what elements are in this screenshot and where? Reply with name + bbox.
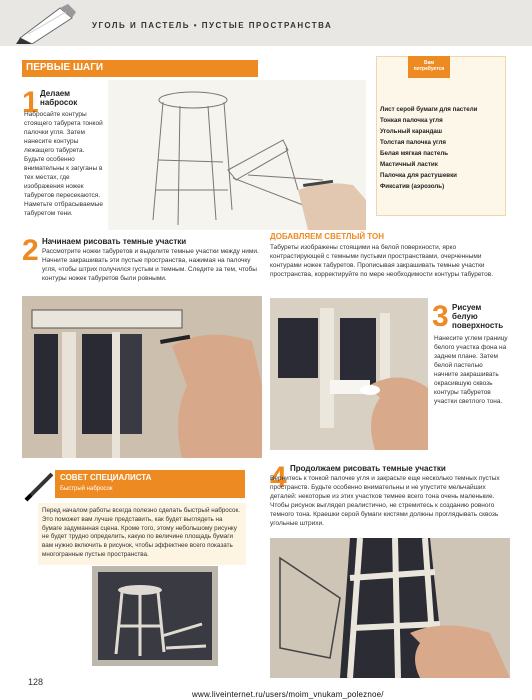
- step2-sketch: [22, 296, 262, 458]
- materials-item: Тонкая палочка угля: [380, 117, 443, 124]
- step2-number: 2: [22, 234, 39, 267]
- materials-item: Палочка для растушевки: [380, 172, 457, 179]
- light-tone-text: Табуреты изображены стоящими на белой поверхности, ярко контрастирующей с темными пустыми пространствами, очерченными контурами ножек табуретов. Прописывая закрашивать темные участки пространства, корректируйте по мере необходимости контуры табуретов.: [270, 244, 493, 278]
- page-number: 128: [28, 677, 44, 687]
- tip-sketch: [92, 566, 218, 666]
- materials-tab: [408, 56, 450, 78]
- step1-title: Делаем набросок: [40, 89, 78, 107]
- step3-number: 3: [432, 300, 449, 333]
- pencil-icon: [14, 4, 80, 44]
- stool-sketch-3: [270, 298, 428, 450]
- tip-text: Перед началом работы всегда полезно сделать быстрый набросок. Это поможет вам лучше представить, как будет выглядеть на бумаге задуманная сцена. Кроме того, этому небольшому рисунку не будет трудно определить, какую по величине площадь бумаги вам нужно включить в рисунок, чтобы эффектнее всего показать многогранные пустые пространства.: [42, 507, 241, 558]
- materials-item: Толстая палочка угля: [380, 139, 447, 146]
- footer-url: www.liveinternet.ru/users/moim_vnukam_poleznoe/: [192, 690, 384, 699]
- light-tone-title: ДОБАВЛЯЕМ СВЕТЛЫЙ ТОН: [270, 232, 384, 241]
- header-title: УГОЛЬ И ПАСТЕЛЬ • ПУСТЫЕ ПРОСТРАНСТВА: [92, 21, 333, 30]
- charcoal-pencil-icon: [22, 470, 56, 504]
- stool-sketch-4: [270, 538, 510, 678]
- step2-title: Начинаем рисовать темные участки: [42, 237, 187, 246]
- step3-text: Нанесите углем границу белого участка фона на заднем плане. Затем белой пастелью начните закрашивать окрасившую сквозь контуры табуретов участки светлого тона.: [434, 335, 508, 405]
- step4-text: Вернитесь к тонкой палочке угля и закрасьте еще несколько темных пустых пространств. Будьте особенно внимательны и не упустите мельчайших деталей: некоторые из этих участков темнее всего тона очень маленькие. Чтобы рисунок выглядел реалистично, не стремитесь к созданию ровного темного тона. Краешки серой бумаги кистями должны проглядывать сквозь угольные штрихи.: [270, 475, 500, 527]
- step4-title: Продолжаем рисовать темные участки: [290, 464, 446, 473]
- step2-text: Рассмотрите ножки табуретов и выделите темные участки между ними. Начните закрашивать эти пустые пространства, нажимая на палочку угля, чтобы штрих получился густым и темным. Следите за тем, чтобы контуры ножек табуретов были ровными.: [42, 248, 259, 282]
- section-title: ПЕРВЫЕ ШАГИ: [26, 62, 104, 73]
- materials-item: Фиксатив (аэрозоль): [380, 183, 445, 190]
- tip-subtitle: Быстрый набросок: [60, 486, 113, 492]
- stool-sketch-tip: [92, 566, 218, 666]
- step1-sketch: [108, 80, 366, 230]
- section-title-bar: [22, 60, 258, 77]
- materials-item: Белая мягкая пастель: [380, 150, 449, 157]
- tip-title: СОВЕТ СПЕЦИАЛИСТА: [60, 473, 152, 482]
- materials-item: Угольный карандаш: [380, 128, 443, 135]
- step3-sketch: [270, 298, 428, 450]
- step3-title: Рисуем белую поверхность: [452, 303, 504, 330]
- step4-number: 4: [270, 461, 287, 494]
- stool-sketch-2: [22, 296, 262, 458]
- step1-number: 1: [22, 86, 39, 119]
- materials-item: Лист серой бумаги для пастели: [380, 106, 478, 113]
- materials-tab-label: Вам потребуется: [413, 60, 445, 72]
- step1-text: Набросайте контуры стоящего табурета тонкой палочки угля. Затем нанесите контуры лежащего табурета. Будьте особенно внимательны к загуганы в тех местах, где изображения ножек табуретов пересекаются. Наметьте отбрасываемые табуретом тени.: [24, 111, 104, 217]
- step4-sketch: [270, 538, 510, 678]
- materials-item: Мастичный ластик: [380, 161, 438, 168]
- stool-sketch-1: [108, 80, 366, 230]
- materials-list: [380, 104, 477, 192]
